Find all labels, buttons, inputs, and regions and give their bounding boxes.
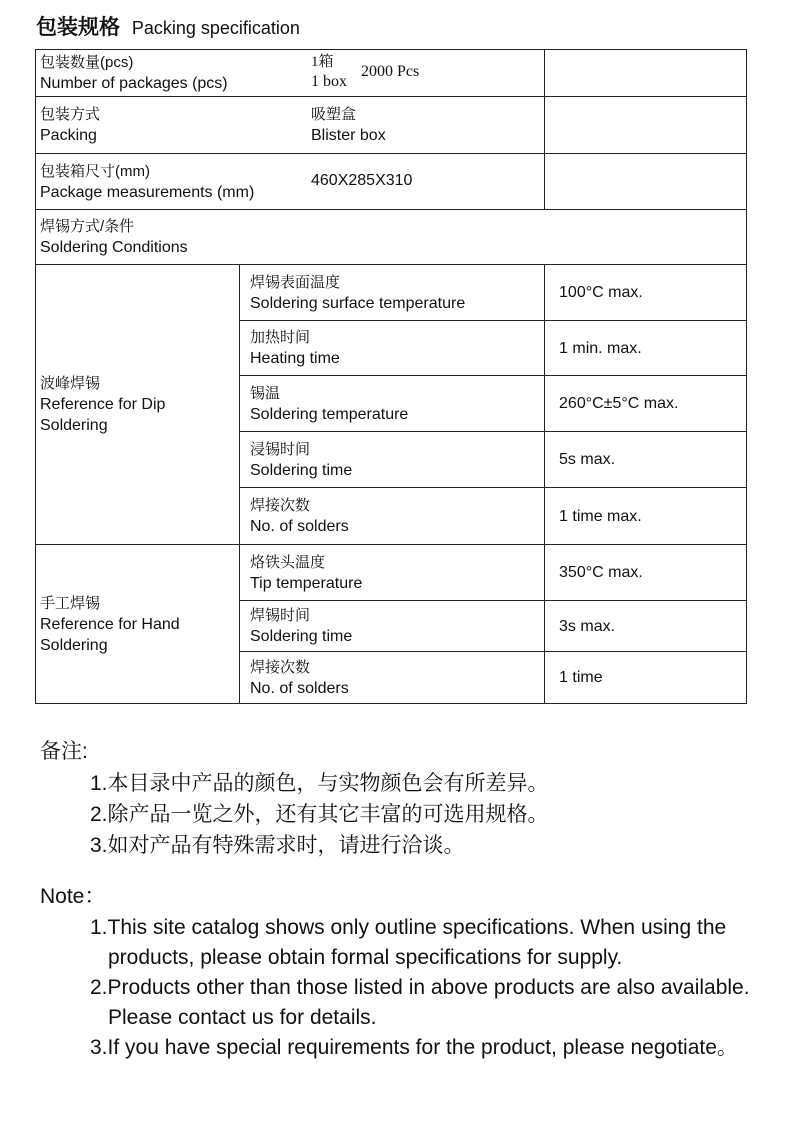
packages-label-en: Number of packages (pcs) bbox=[40, 75, 228, 92]
hand-item-en: Soldering time bbox=[250, 628, 353, 645]
table-row-soldering bbox=[36, 210, 747, 265]
dip-label-cn: 波峰焊锡 bbox=[40, 375, 101, 392]
notes-en-list bbox=[40, 881, 760, 1063]
notes-cn-item: 1.本目录中产品的颜色，与实物颜色会有所差异。 bbox=[90, 772, 549, 795]
measurements-value-text: 460X285X310 bbox=[311, 172, 413, 189]
packing-label bbox=[36, 97, 545, 154]
packages-value-en: 1 box bbox=[311, 73, 347, 90]
dip-item-en: Soldering surface temperature bbox=[250, 294, 466, 312]
packing-label-en: Packing bbox=[40, 127, 97, 144]
measurements-value bbox=[545, 154, 747, 210]
spec-table bbox=[35, 49, 747, 704]
dip-item-cn: 加热时间 bbox=[250, 329, 311, 346]
hand-item-value: 1 time bbox=[545, 652, 747, 704]
hand-group-label bbox=[36, 545, 240, 704]
hand-label-en-1: Reference for Hand bbox=[40, 615, 180, 633]
packages-value bbox=[545, 50, 747, 97]
hand-item-cn: 烙铁头温度 bbox=[250, 553, 326, 571]
packages-label bbox=[36, 50, 545, 97]
hand-label-en-2: Soldering bbox=[40, 636, 108, 654]
hand-item-value: 350°C max. bbox=[545, 545, 747, 601]
notes-cn-item: 2.除产品一览之外，还有其它丰富的可选用规格。 bbox=[90, 803, 549, 826]
dip-item-value: 1 min. max. bbox=[545, 321, 747, 376]
title-cn: 包装规格 bbox=[36, 16, 120, 39]
soldering-label-en: Soldering Conditions bbox=[40, 239, 188, 256]
hand-item-en: Tip temperature bbox=[250, 574, 363, 592]
notes-en-heading: Note： bbox=[40, 885, 106, 908]
soldering-label bbox=[36, 210, 747, 265]
dip-item-value: 5s max. bbox=[545, 432, 747, 488]
hand-item-label bbox=[240, 601, 545, 652]
dip-group-label bbox=[36, 265, 240, 545]
dip-item-label bbox=[240, 376, 545, 432]
hand-item-en: No. of solders bbox=[250, 679, 349, 697]
packages-label-cn: 包装数量(pcs) bbox=[40, 54, 134, 71]
dip-item-label bbox=[240, 432, 545, 488]
dip-item-cn: 焊接次数 bbox=[250, 497, 311, 514]
packing-value-cn: 吸塑盒 bbox=[311, 106, 357, 123]
hand-item-label bbox=[240, 652, 545, 704]
dip-label-en-1: Reference for Dip bbox=[40, 396, 166, 413]
dip-item-en: Heating time bbox=[250, 350, 340, 367]
title-en: Packing specification bbox=[131, 18, 300, 38]
packing-value-block bbox=[311, 104, 386, 146]
dip-item-value: 260°C±5°C max. bbox=[545, 376, 747, 432]
hand-item-value: 3s max. bbox=[545, 601, 747, 652]
dip-item-label bbox=[240, 321, 545, 376]
dip-item-cn: 浸锡时间 bbox=[250, 440, 311, 458]
page-title bbox=[36, 14, 300, 42]
hand-item-cn: 焊锡时间 bbox=[250, 607, 311, 624]
notes-cn-item: 3.如对产品有特殊需求时，请进行洽谈。 bbox=[90, 834, 465, 857]
packages-value-pcs: 2000 Pcs bbox=[361, 63, 420, 80]
notes-en-item: 2.Products other than those listed in above products are also available. Please contact us for details. bbox=[90, 976, 750, 1029]
dip-item-en: Soldering temperature bbox=[250, 405, 409, 423]
dip-item-en: No. of solders bbox=[250, 518, 349, 535]
notes-en-item: 1.This site catalog shows only outline specifications. When using the products, please obtain formal specifications for supply. bbox=[90, 916, 727, 969]
dip-item-label bbox=[240, 265, 545, 321]
notes-section bbox=[40, 736, 760, 1063]
dip-label-en-2: Soldering bbox=[40, 417, 108, 434]
measurements-label-en: Package measurements (mm) bbox=[40, 183, 255, 201]
packing-value bbox=[545, 97, 747, 154]
hand-item-cn: 焊接次数 bbox=[250, 658, 311, 676]
packing-value-en: Blister box bbox=[311, 127, 386, 144]
hand-label-cn: 手工焊锡 bbox=[40, 594, 101, 612]
table-row-dip-0 bbox=[36, 265, 747, 321]
dip-item-value: 1 time max. bbox=[545, 488, 747, 545]
packages-value-block bbox=[311, 53, 419, 91]
dip-item-value: 100°C max. bbox=[545, 265, 747, 321]
dip-item-cn: 焊锡表面温度 bbox=[250, 273, 341, 291]
measurements-label bbox=[36, 154, 545, 210]
notes-cn-heading: 备注: bbox=[40, 740, 88, 763]
notes-en-item: 3.If you have special requirements for the product, please negotiate。 bbox=[90, 1036, 738, 1059]
table-row-packing bbox=[36, 97, 747, 154]
dip-item-label bbox=[240, 488, 545, 545]
dip-item-en: Soldering time bbox=[250, 461, 353, 479]
dip-item-cn: 锡温 bbox=[250, 384, 281, 402]
packing-label-cn: 包装方式 bbox=[40, 106, 101, 123]
measurements-label-cn: 包装箱尺寸(mm) bbox=[40, 162, 150, 180]
table-row-hand-0 bbox=[36, 545, 747, 601]
packages-value-cn: 1箱 bbox=[311, 54, 334, 70]
hand-item-label bbox=[240, 545, 545, 601]
soldering-label-cn: 焊锡方式/条件 bbox=[40, 218, 135, 235]
